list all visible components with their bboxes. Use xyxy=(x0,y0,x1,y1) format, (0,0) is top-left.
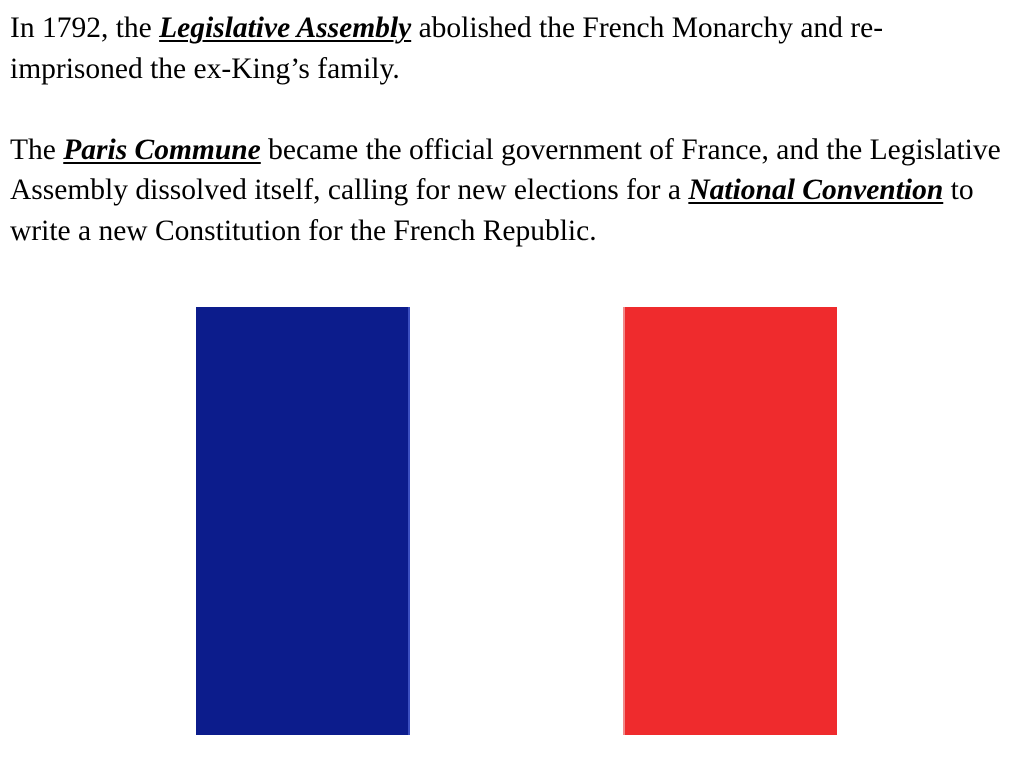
paragraph2-prefix: The xyxy=(10,133,64,166)
term-legislative-assembly: Legislative Assembly xyxy=(159,12,412,44)
paragraph-paris-commune xyxy=(10,130,1015,252)
paragraph1-suffix: abolished the French Monarchy and re-imprisoned the ex-King’s family. xyxy=(10,12,884,85)
slide-body xyxy=(10,8,1015,251)
paragraph2-middle: became the official government of France, and the Legislative Assembly dissolved itself, calling for new elections for a xyxy=(10,133,1001,206)
term-paris-commune: Paris Commune xyxy=(63,133,261,166)
paragraph-legislative-assembly xyxy=(10,8,1015,89)
paragraph2-suffix: to write a new Constitution for the French Republic. xyxy=(10,174,974,247)
paragraph1-prefix: In 1792, the xyxy=(10,12,160,44)
term-national-convention: National Convention xyxy=(688,174,944,206)
flag-blue-band xyxy=(196,307,410,735)
flag-red-band xyxy=(623,307,837,735)
flag-white-band xyxy=(410,307,622,735)
french-flag-image xyxy=(196,307,837,735)
